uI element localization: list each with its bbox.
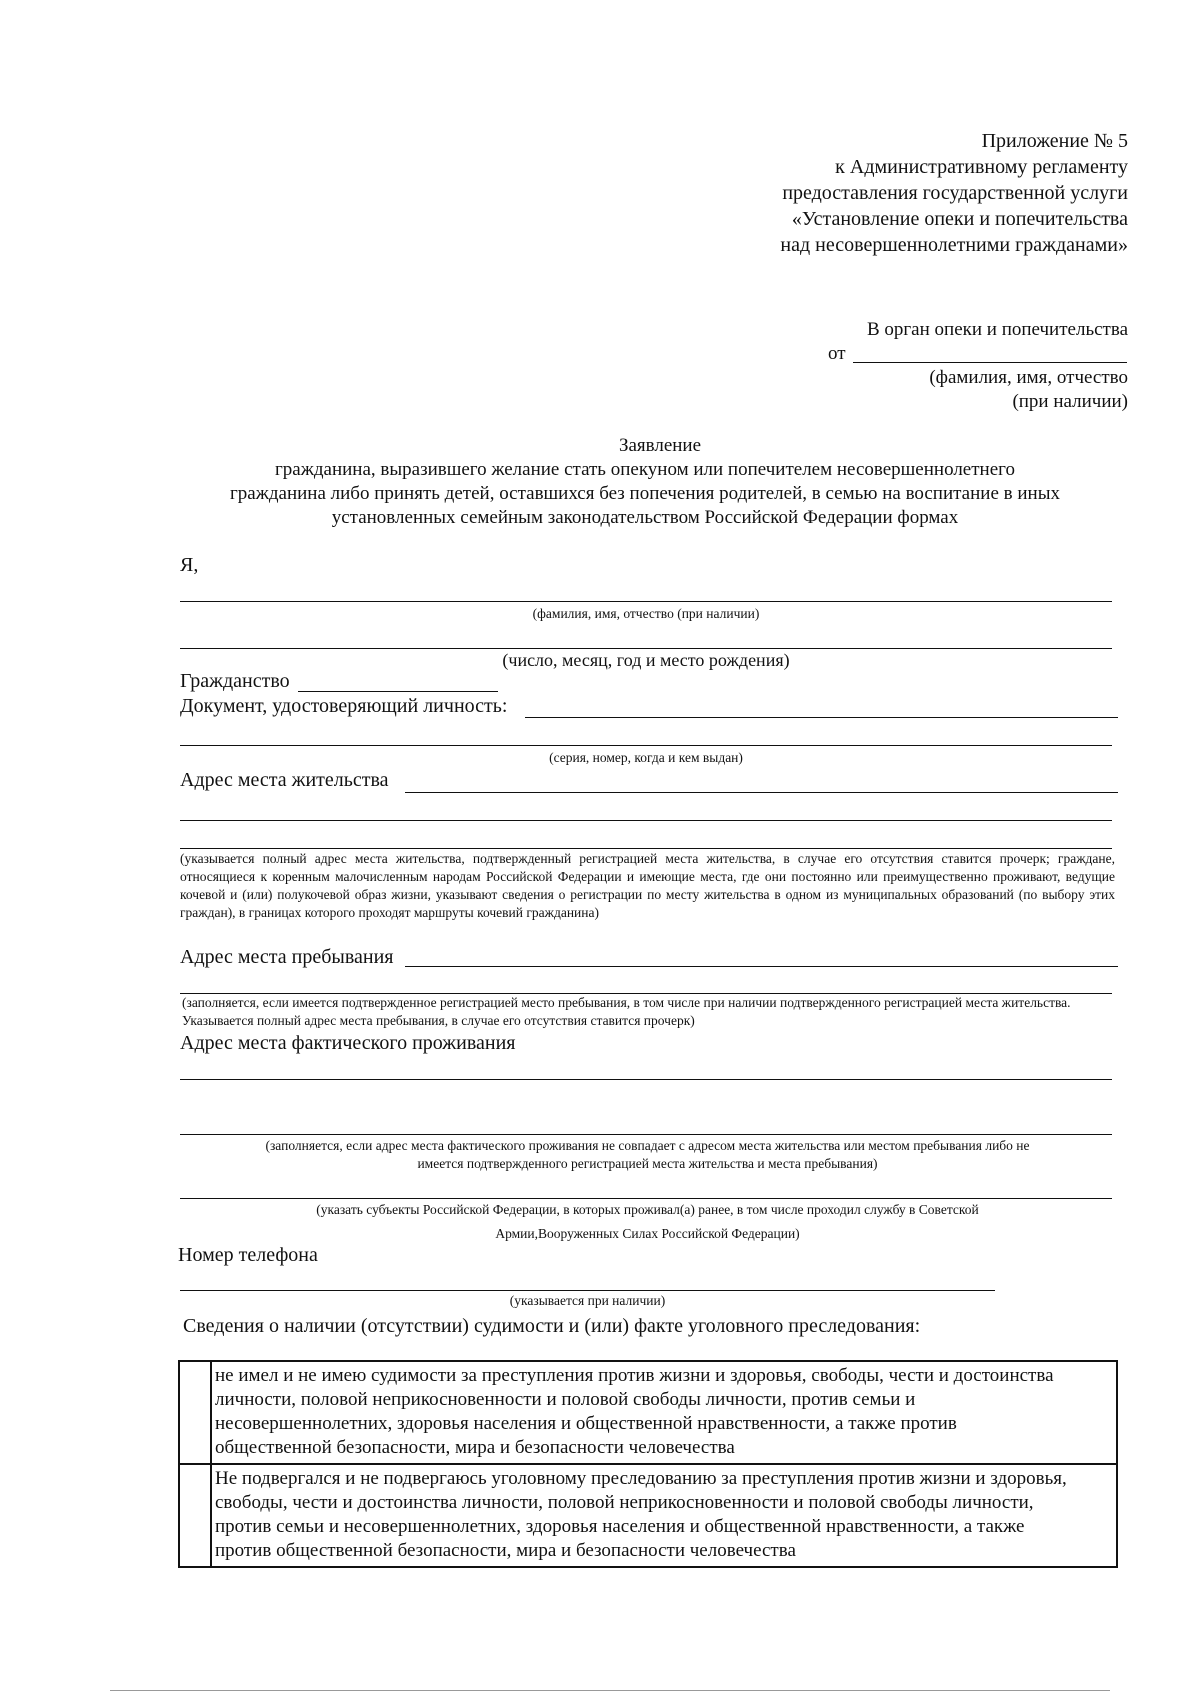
criminal-option-2-checkbox[interactable] — [179, 1464, 211, 1567]
residence-field[interactable] — [405, 792, 1118, 793]
id-doc-label: Документ, удостоверяющий личность: — [180, 695, 508, 717]
page-bottom-rule — [110, 1690, 1110, 1691]
actual-field[interactable] — [180, 1079, 1112, 1080]
criminal-option-1-checkbox[interactable] — [179, 1361, 211, 1464]
criminal-option-1-line-2: личности, половой неприкосновенности и половой свободы личности, против семьи и — [215, 1389, 916, 1410]
subjects-field[interactable] — [180, 1198, 1112, 1199]
residence-label: Адрес места жительства — [180, 769, 389, 791]
phone-field[interactable] — [180, 1290, 995, 1291]
criminal-option-1-line-4: общественной безопасности, мира и безопасности человечества — [215, 1437, 735, 1458]
id-doc-hint: (серия, номер, когда и кем выдан) — [549, 750, 743, 765]
stay-hint: (заполняется, если имеется подтвержденное регистрацией место пребывания, в том числе при наличии подтвержденного регистрацией места жительства. Указывается полный адрес места пребывания, в случае его отсутствия ставится прочерк) — [182, 995, 1071, 1028]
criminal-table — [178, 1360, 1118, 1568]
actual-hint-1: (заполняется, если адрес места фактического проживания не совпадает с адресом места жительства или местом пребывания либо не — [265, 1138, 1030, 1153]
from-name-field[interactable] — [853, 362, 1127, 363]
from-hint-2: (при наличии) — [1012, 391, 1128, 412]
citizenship-label: Гражданство — [180, 670, 290, 692]
criminal-option-1-line-1: не имел и не имею судимости за преступления против жизни и здоровья, свободы, чести и достоинства — [215, 1365, 1054, 1386]
appendix-header — [528, 128, 1128, 258]
criminal-option-2-line-4: против общественной безопасности, мира и безопасности человечества — [215, 1540, 796, 1561]
actual-label: Адрес места фактического проживания — [180, 1032, 516, 1054]
criminal-label: Сведения о наличии (отсутствии) судимости и (или) факте уголовного преследования: — [183, 1315, 921, 1337]
appendix-line-2: к Административному регламенту — [835, 156, 1128, 178]
phone-hint: (указывается при наличии) — [509, 1293, 666, 1308]
fio-hint: (фамилия, имя, отчество (при наличии) — [532, 606, 760, 621]
criminal-option-2-text — [211, 1464, 1117, 1567]
criminal-option-2 — [179, 1464, 1117, 1567]
from-hint-1: (фамилия, имя, отчество — [929, 367, 1128, 388]
from-label: от — [828, 343, 846, 364]
i-label: Я, — [180, 554, 199, 576]
appendix-line-5: над несовершеннолетними гражданами» — [780, 234, 1128, 256]
appendix-number: Приложение № 5 — [981, 130, 1128, 152]
residence-field-2[interactable] — [180, 820, 1112, 821]
criminal-option-2-line-3: против семьи и несовершеннолетних, здоровья населения и общественной нравственности, а также — [215, 1516, 1025, 1537]
criminal-option-2-line-2: свободы, чести и достоинства личности, половой неприкосновенности и половой свободы личности, — [215, 1492, 1034, 1513]
id-doc-field-2[interactable] — [180, 745, 1112, 746]
fio-field[interactable] — [180, 601, 1112, 602]
doc-title-line-2: гражданина либо принять детей, оставшихся без попечения родителей, в семью на воспитание в иных — [230, 483, 1060, 504]
criminal-option-2-line-1: Не подвергался и не подвергаюсь уголовному преследованию за преступления против жизни и здоровья, — [215, 1468, 1067, 1489]
actual-hint-2: имеется подтвержденного регистрацией места жительства и места пребывания) — [417, 1156, 878, 1171]
criminal-option-1-line-3: несовершеннолетних, здоровья населения и общественной нравственности, а также против — [215, 1413, 957, 1434]
stay-field[interactable] — [405, 966, 1118, 967]
residence-hint: (указывается полный адрес места жительства, подтвержденный регистрацией места жительства, в случае его отсутствия ставится прочерк; граждане, относящиеся к коренным малочисленным народам Российской Федерации и имеющие места, где они постоянно или преимущественно проживают, ведущие кочевой и (или) полукочевой образ жизни, указывают сведения о регистрации по месту жительства в одном из муниципальных образований (по выбору этих граждан), в границах которого проходят маршруты кочевий гражданина) — [180, 851, 1115, 920]
addressee-to: В орган опеки и попечительства — [866, 319, 1128, 340]
id-doc-field[interactable] — [525, 717, 1118, 718]
criminal-option-1-text — [211, 1361, 1117, 1464]
doc-title-line-1: гражданина, выразившего желание стать опекуном или попечителем несовершеннолетнего — [275, 459, 1015, 480]
citizenship-field[interactable] — [298, 691, 498, 692]
appendix-line-3: предоставления государственной услуги — [782, 182, 1128, 204]
stay-label: Адрес места пребывания — [180, 946, 394, 968]
doc-heading: Заявление — [618, 435, 702, 456]
birth-hint: (число, месяц, год и место рождения) — [502, 650, 790, 670]
subjects-hint-2: Армии,Вооруженных Силах Российской Федерации) — [495, 1226, 800, 1241]
appendix-line-4: «Установление опеки и попечительства — [791, 208, 1128, 230]
residence-field-3[interactable] — [180, 848, 1112, 849]
doc-title-line-3: установленных семейным законодательством Российской Федерации формах — [331, 507, 959, 528]
actual-field-2[interactable] — [180, 1134, 1112, 1135]
subjects-hint-1: (указать субъекты Российской Федерации, в которых проживал(а) ранее, в том числе проходил службу в Советской — [316, 1202, 979, 1217]
phone-label: Номер телефона — [178, 1244, 318, 1266]
criminal-option-1 — [179, 1361, 1117, 1464]
